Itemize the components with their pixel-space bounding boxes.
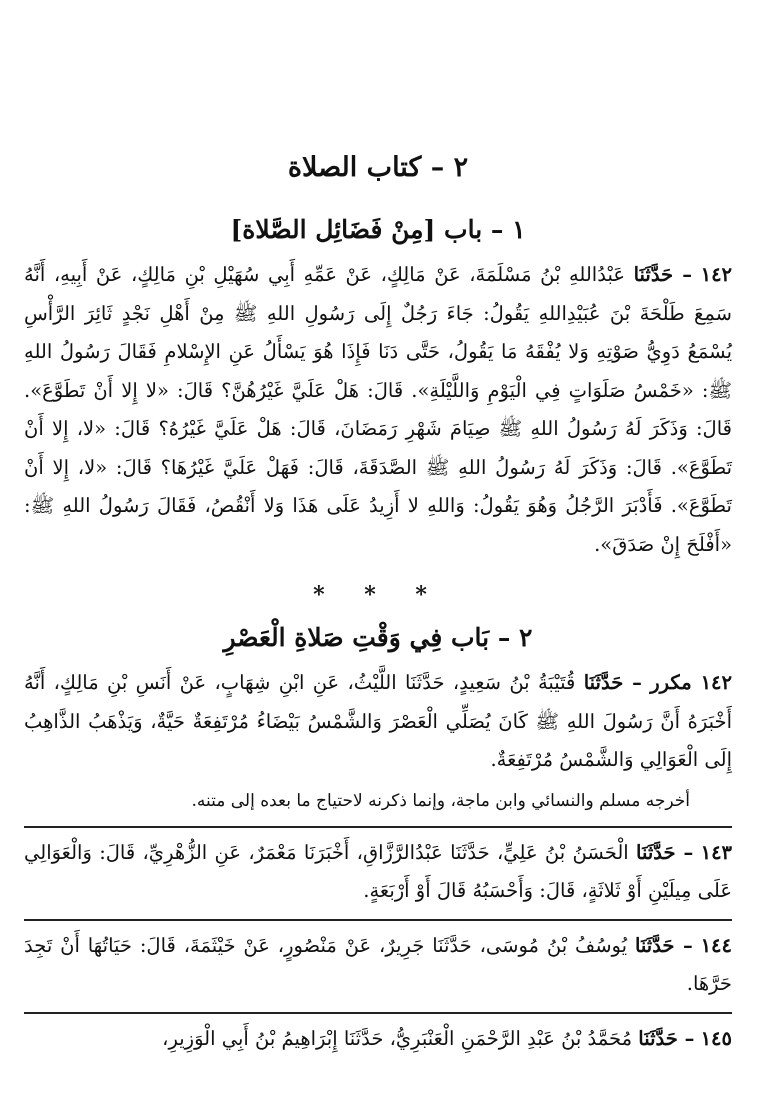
hadith-number: ١٤٣ — [700, 840, 733, 864]
chapter-title-asr-time: ٢ – بَاب فِي وَقْتِ صَلاةِ الْعَصْرِ — [223, 623, 533, 652]
editor-note: أخرجه مسلم والنسائي وابن ماجة، وإنما ذكرنه لاحتياج ما بعده إلى متنه. — [191, 790, 690, 811]
divider-line — [24, 1012, 732, 1014]
hadith-text: قُتَيْبَةُ بْنُ سَعِيدٍ، حَدَّثَنَا اللَّيْثُ، عَنِ ابْنِ شِهَابٍ، عَنْ أَنَسِ بْنِ مَالِكٍ، أَنَّهُ أَخْبَرَهُ أَنَّ رَسُولَ اللهِ ﷺ كَانَ يُصَلِّي الْعَصْرَ وَالشَّمْسُ بَيْضَاءُ مُرْتَفِعَةٌ حَيَّةٌ، وَيَذْهَبُ الذَّاهِبُ إِلَى الْعَوَالِي وَالشَّمْسُ مُرْتَفِعَةٌ. — [24, 671, 732, 771]
hadith-number: ١٤٢ مكرر — [650, 671, 732, 694]
hadith-number: ١٤٥ — [700, 1026, 732, 1050]
divider-line — [24, 919, 732, 921]
hadith-144 — [24, 927, 732, 1004]
chapter-title-virtues-of-prayer: ١ – باب [مِنْ فَضَائِل الصَّلاة] — [230, 215, 526, 244]
book-title: ٢ – كتاب الصلاة — [287, 152, 469, 183]
hadith-number: ١٤٤ — [700, 933, 732, 957]
divider-line — [24, 826, 732, 828]
hadith-lead: – حَدَّثَنَا — [583, 671, 642, 694]
hadith-lead: – حَدَّثَنَا — [638, 1026, 695, 1050]
hadith-number: ١٤٢ — [700, 263, 733, 286]
hadith-145 — [24, 1020, 732, 1059]
hadith-text: يُوسُفُ بْنُ مُوسَى، حَدَّثَنَا جَرِيرٌ، عَنْ مَنْصُورٍ، عَنْ خَيْثَمَةَ، قَالَ: حَيَاتُهَا أَنْ تَجِدَ حَرَّهَا. — [24, 933, 732, 995]
hadith-text: عَبْدُاللهِ بْنُ مَسْلَمَةَ، عَنْ مَالِكٍ، عَنْ عَمِّهِ أَبِي سُهَيْلِ بْنِ مَالِكٍ، عَنْ أَبِيهِ، أَنَّهُ سَمِعَ طَلْحَةَ بْنَ عُبَيْدِاللهِ يَقُولُ: جَاءَ رَجُلٌ إِلَى رَسُولِ اللهِ ﷺ مِنْ أَهْلِ نَجْدٍ ثَائِرَ الرَّأْسِ يُسْمَعُ دَوِيُّ صَوْتِهِ وَلا يُفْقَهُ مَا يَقُولُ، حَتَّى دَنَا فَإِذَا هُوَ يَسْأَلُ عَنِ الإِسْلامِ فَقَالَ رَسُولُ اللهِ ﷺ: «خَمْسُ صَلَوَاتٍ فِي الْيَوْمِ وَاللَّيْلَةِ». قَالَ: هَلْ عَلَيَّ غَيْرُهُنَّ؟ قَالَ: «لا إِلا أَنْ تَطَوَّعَ». قَالَ: وَذَكَرَ لَهُ رَسُولُ اللهِ ﷺ صِيَامَ شَهْرِ رَمَضَانَ، قَالَ: هَلْ عَلَيَّ غَيْرُهُ؟ قَالَ: «لا، إِلا أَنْ تَطَوَّعَ». قَالَ: وَذَكَرَ لَهُ رَسُولُ اللهِ ﷺ الصَّدَقَةَ، قَالَ: فَهَلْ عَلَيَّ غَيْرُهَا؟ قَالَ: «لا، إِلا أَنْ تَطَوَّعَ». فَأَدْبَرَ الرَّجُلُ وَهُوَ يَقُولُ: وَاللهِ لا أَزِيدُ عَلَى هَذَا وَلا أَنْقُصُ، فَقَالَ رَسُولُ اللهِ ﷺ: «أَفْلَحَ إِنْ صَدَقَ». — [24, 263, 732, 556]
hadith-text: الْحَسَنُ بْنُ عَلِيٍّ، حَدَّثَنَا عَبْدُالرَّزَّاقِ، أَخْبَرَنَا مَعْمَرٌ، عَنِ الزُّهْرِيِّ، قَالَ: وَالْعَوَالِي عَلَى مِيلَيْنِ أَوْ ثَلاثَةٍ، قَالَ: وَأَحْسَبُهُ قَالَ أَوْ أَرْبَعَةٍ. — [24, 840, 732, 902]
hadith-142 — [24, 256, 732, 564]
hadith-lead: – حَدَّثَنَا — [636, 840, 694, 864]
section-separator: * * * — [313, 582, 443, 608]
hadith-text: مُحَمَّدُ بْنُ عَبْدِ الرَّحْمَنِ الْعَنْبَرِيُّ، حَدَّثَنَا إِبْرَاهِيمُ بْنُ أَبِي الْوَزِيرِ، — [162, 1026, 633, 1050]
hadith-142-repeat — [24, 664, 732, 780]
hadith-143 — [24, 834, 732, 911]
hadith-lead: – حَدَّثَنَا — [634, 933, 693, 957]
hadith-lead: – حَدَّثَنَا — [633, 263, 693, 286]
